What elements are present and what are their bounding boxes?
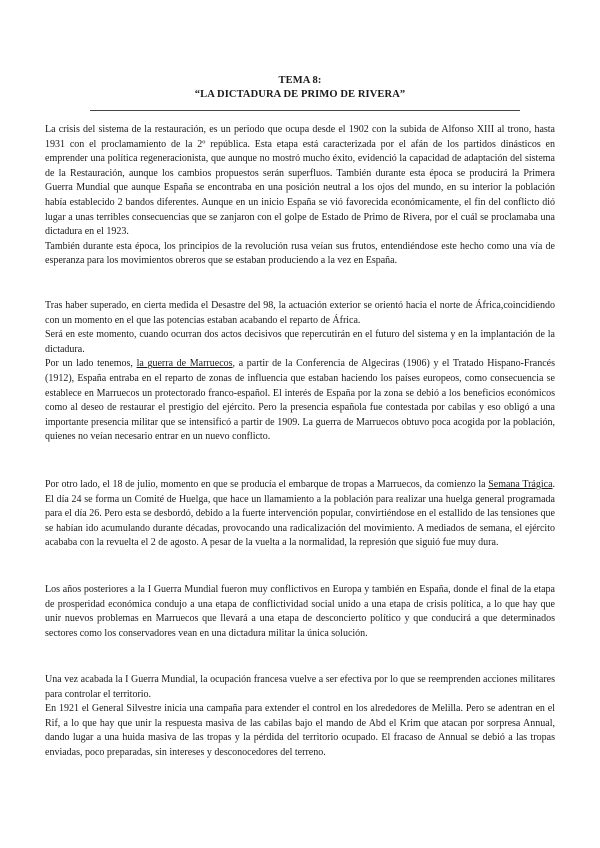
paragraph xyxy=(45,357,555,445)
text-run: Por otro lado, el 18 de julio, momento en que se producía el embarque de tropas a Marruecos, da comienzo la xyxy=(45,479,489,490)
text-run: . El día 24 se forma un Comité de Huelga, que hace un llamamiento a la población para realizar una huelga general programada para el día 26. Pero esta se desbordó, debido a la fuerte intervención popular, convirtiéndose en el estallido de las tensiones que se habían ido acumulando durante décadas, provocando una radicalización del movimiento. A mediados de semana, el ejército acababa con la revuelta el 2 de agosto. A pesar de la vuelta a la normalidad, la represión que siguió fue muy dura. xyxy=(45,479,556,549)
paragraph xyxy=(45,478,555,551)
section-introduction xyxy=(45,123,555,269)
text-run: Por un lado tenemos, xyxy=(45,358,137,370)
paragraph: Será en este momento, cuando ocurran dos actos decisivos que repercutirán en el futuro del sistema y en la implantación de la dictadura. xyxy=(45,329,555,355)
paragraph: Tras haber superado, en cierta medida el Desastre del 98, la actuación exterior se orientó hacia el norte de África,coincidiendo con un momento en el que las potencias estaban acabando el reparto de África. xyxy=(45,300,555,326)
section-africa xyxy=(45,299,555,445)
paragraph: Los años posteriores a la I Guerra Mundial fueron muy conflictivos en Europa y también en España, donde el final de la etapa de prosperidad económica condujo a una etapa de conflictividad social unido a una etapa de crisis política, a lo que hay que unir nuevos problemas en Marruecos que llevará a una etapa de desconcierto político y que conducirá a que determinados sectores como los conservadores vean en una dictadura militar la única solución. xyxy=(45,584,555,639)
semana-tragica-link: Semana Trágica xyxy=(488,479,553,490)
paragraph: También durante esta época, los principios de la revolución rusa veían sus frutos, entendiéndose este hecho como una vía de esperanza para los movimientos obreros que se estaban produciendo a la vez en España. xyxy=(45,240,555,267)
text-run: , a partir de la Conferencia de Algeciras (1906) y el Tratado Hispano-Francés (1912), España entraba en el reparto de zonas de influencia que estaban haciendo los países europeos, como consecuencia se establece en Marruecos un protectorado franco-español. El interés de España por la zona se debió a los beneficios económicos como al deseo de restaurar el prestigio del ejército. Pero la presencia española fue contestada por cabilas y eso obligó a una importante presencia militar que se intensificó a partir de 1909. La guerra de Marruecos obtuvo poca acogida por la población, quienes no veían necesario entrar en un nuevo conflicto. xyxy=(45,358,556,443)
section-annual xyxy=(45,673,555,761)
paragraph: La crisis del sistema de la restauración, es un periodo que ocupa desde el 1902 con la subida de Alfonso XIII al trono, hasta 1931 con el proclamamiento de la 2º república. Esta etapa está caracterizada por el afán de los partidos dinásticos en emprender una política regeneracionista, que aunque no mostró mucho éxito, evidenció la capacidad de adaptación del sistema de la Restauración, aunque los cambios propuestos serán superfluos. También durante esta época se producirá la Primera Guerra Mundial que aunque España se encontraba en una posición neutral a los ojos del mundo, en su interior la población había establecido 2 bandos diferentes. Aunque en un inicio España se vió favorecida económicamente, el fin del conflicto dió lugar a unas terribles consecuencias que se zanjaron con el golpe de Estado de Primo de Rivera, por el cuál se proclamaba una dictadura en el 1923. xyxy=(45,124,555,238)
section-posguerra xyxy=(45,583,555,641)
paragraph: En 1921 el General Silvestre inicia una campaña para extender el control en los alrededores de Melilla. Pero se adentran en el Rif, a lo que hay que unir la respuesta masiva de las cabilas bajo el mando de Abd el Krim que atacan por sorpresa Annual, dando lugar a una huida masiva de las tropas y la pérdida del territorio ocupado. El fracaso de Annual se debió a las tropas enviadas, poco preparadas, sin intereses y desconocedores del terreno. xyxy=(45,703,555,758)
guerra-marruecos-link: la guerra de Marruecos xyxy=(136,358,233,370)
title-divider xyxy=(90,110,520,111)
paragraph: Una vez acabada la I Guerra Mundial, la ocupación francesa vuelve a ser efectiva por lo que se reemprenden acciones militares para controlar el territorio. xyxy=(45,674,555,700)
page-subtitle: “LA DICTADURA DE PRIMO DE RIVERA” xyxy=(194,89,406,100)
page-title: TEMA 8: xyxy=(278,75,322,86)
section-semana-tragica xyxy=(45,478,555,551)
